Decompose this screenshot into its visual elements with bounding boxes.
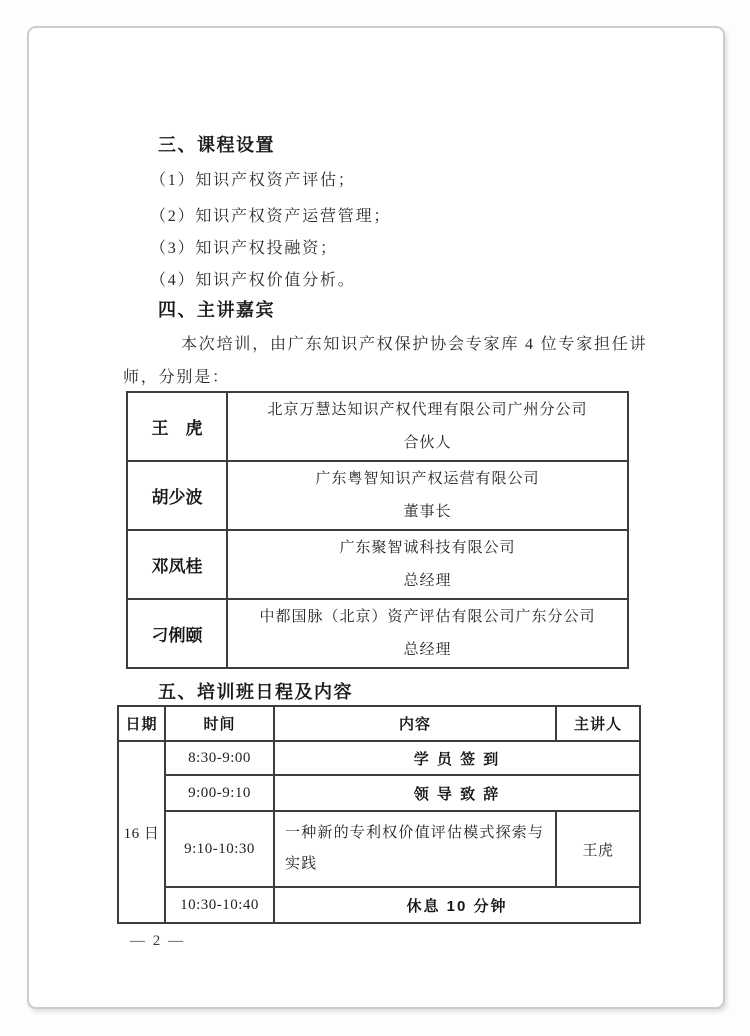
page-number: — 2 — <box>130 933 185 949</box>
schedule-date: 16 日 <box>118 741 165 923</box>
speaker-row <box>127 392 628 461</box>
speakers-table <box>126 391 629 669</box>
course-item-2: （2）知识产权资产运营管理； <box>150 208 392 225</box>
course-item-4: （4）知识产权价值分析。 <box>150 272 356 289</box>
speaker-org: 广东聚智诚科技有限公司 <box>339 539 516 556</box>
schedule-time: 9:10-10:30 <box>165 811 274 887</box>
schedule-content: 一种新的专利权价值评估模式探索与实践 <box>274 811 556 887</box>
speaker-title: 董事长 <box>403 503 452 520</box>
schedule-header-speaker: 主讲人 <box>556 706 640 741</box>
speakers-intro-line-2: 师，分别是： <box>123 369 230 386</box>
speaker-info <box>227 392 628 461</box>
speaker-row <box>127 599 628 668</box>
speaker-name: 胡少波 <box>127 461 227 530</box>
speaker-name: 邓凤桂 <box>127 530 227 599</box>
speaker-info <box>227 530 628 599</box>
speaker-title: 合伙人 <box>403 434 452 451</box>
speaker-org: 中都国脉（北京）资产评估有限公司广东分公司 <box>259 608 596 625</box>
course-item-3: （3）知识产权投融资； <box>150 240 338 257</box>
speaker-row <box>127 461 628 530</box>
section-heading-speakers: 四、主讲嘉宾 <box>158 300 275 320</box>
schedule-content: 休息 10 分钟 <box>274 887 640 923</box>
schedule-row <box>118 887 640 923</box>
schedule-row <box>118 741 640 775</box>
speaker-title: 总经理 <box>403 641 452 658</box>
speaker-name: 刁俐颐 <box>127 599 227 668</box>
course-item-1: （1）知识产权资产评估； <box>150 172 356 189</box>
speaker-org: 北京万慧达知识产权代理有限公司广州分公司 <box>267 401 588 418</box>
schedule-time: 8:30-9:00 <box>165 741 274 775</box>
schedule-time: 10:30-10:40 <box>165 887 274 923</box>
speaker-name: 王 虎 <box>127 392 227 461</box>
section-heading-course-setup: 三、课程设置 <box>158 135 275 155</box>
speaker-info <box>227 599 628 668</box>
speaker-org: 广东粤智知识产权运营有限公司 <box>315 470 540 487</box>
section-heading-schedule: 五、培训班日程及内容 <box>158 682 353 702</box>
speakers-intro-line-1: 本次培训，由广东知识产权保护协会专家库 4 位专家担任讲 <box>181 336 648 353</box>
schedule-speaker: 王虎 <box>556 811 640 887</box>
speaker-info <box>227 461 628 530</box>
schedule-header-row <box>118 706 640 741</box>
speaker-title: 总经理 <box>403 572 452 589</box>
schedule-content: 领 导 致 辞 <box>274 775 640 811</box>
schedule-header-time: 时间 <box>165 706 274 741</box>
schedule-content: 学 员 签 到 <box>274 741 640 775</box>
speaker-row <box>127 530 628 599</box>
schedule-header-date: 日期 <box>118 706 165 741</box>
document-page <box>27 26 725 1009</box>
schedule-row <box>118 775 640 811</box>
schedule-table <box>117 705 641 924</box>
schedule-time: 9:00-9:10 <box>165 775 274 811</box>
schedule-row <box>118 811 640 887</box>
schedule-header-content: 内容 <box>274 706 556 741</box>
